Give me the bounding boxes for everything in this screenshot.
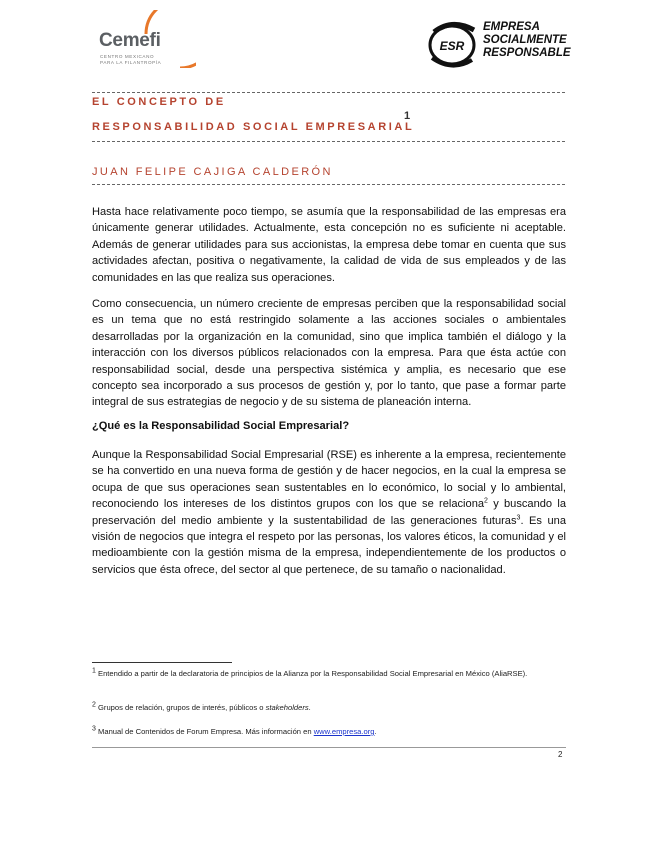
paragraph-1: Hasta hace relativamente poco tiempo, se asumía que la responsabilidad de las empresas era únicamente generar utilidades. Actualmente, esta concepción no es suficiente ni aceptable. Además de generar utilidades para sus accionistas, la empresa debe tomar en cuenta que sus actividades afectan, positiva o negativamente, la calidad de vida de sus empleados y de las comunidades en las que realiza sus operaciones. <box>92 206 566 284</box>
esr-badge-icon <box>426 18 482 70</box>
cemefi-logo <box>86 10 196 68</box>
footnote-ref-3: 3 <box>516 513 521 521</box>
author-name: JUAN FELIPE CAJIGA CALDERÓN <box>92 166 333 178</box>
cemefi-name: Cemefi <box>99 30 161 51</box>
footnote-ref-2: 2 <box>484 497 488 505</box>
footnote-separator <box>92 662 232 663</box>
cemefi-subtitle: CENTRO MEXICANO PARA LA FILANTROPÍA <box>100 54 162 65</box>
svg-text:ESR: ESR <box>439 39 465 53</box>
empresa-link[interactable]: www.empresa.org <box>313 727 375 736</box>
title-bottom-divider <box>92 141 565 142</box>
paragraph-2: Como consecuencia, un número creciente de empresas perciben que la responsabilidad social es un tema que no está restringido solamente a las acciones sociales o ambientales desarrolladas por la organización en la comunidad, sino que implica también el diálogo y la interacción con los diversos públicos relacionados con la empresa. Para que ésta actúe con responsabilidad social, desde una perspectiva sistémica y amplia, es necesario que ese concepto sea incorporado a sus procesos de gestión y, por lo tanto, que pase a formar parte integral de sus estrategias de negocio y de su sistema de planeación interna. <box>92 298 566 409</box>
paragraph-3: Aunque la Responsabilidad Social Empresarial (RSE) es inherente a la empresa, recientemente se ha convertido en una nueva forma de gestión y de hacer negocios, en la cual la empresa se ocupa de que sus operaciones sean sustentables en lo económico, lo social y lo ambiental, reconociendo los intereses de los distintos grupos con los que se relaciona$^2$ y buscando la preservación del medio ambiente y la sustentabilidad de las generaciones futuras$^3$. Es una visión de negocios que integra el respeto por las personas, los valores éticos, la comunidad y el medioambiente con la gestión misma de la empresa, independientemente de los productos o servicios que ésta ofrece, del sector al que pertenece, de su tamaño o nacionalidad. <box>92 449 566 576</box>
title-top-divider <box>92 92 565 93</box>
title-footnote-ref: 1 <box>404 110 411 122</box>
footnote-2: $^2$ Grupos de relación, grupos de interés, públicos o stakeholders. <box>92 701 311 712</box>
page-number: 2 <box>558 750 563 759</box>
title-line-1: EL CONCEPTO DE <box>92 96 226 108</box>
esr-wordmark: EMPRESA SOCIALMENTE RESPONSABLE <box>483 21 571 59</box>
author-divider <box>92 184 565 185</box>
section-heading: ¿Qué es la Responsabilidad Social Empresarial? <box>92 420 350 432</box>
footnote-1: $^1$ Entendido a partir de la declaratoria de principios de la Alianza por la Responsabilidad Social Empresarial en México (AliaRSE). <box>92 667 528 678</box>
title-line-2: RESPONSABILIDAD SOCIAL EMPRESARIAL <box>92 121 415 133</box>
esr-logo <box>426 18 576 70</box>
footnote-3: $^3$ Manual de Contenidos de Forum Empresa. Más información en www.empresa.org. <box>92 725 377 736</box>
page-footer-rule <box>92 747 566 748</box>
